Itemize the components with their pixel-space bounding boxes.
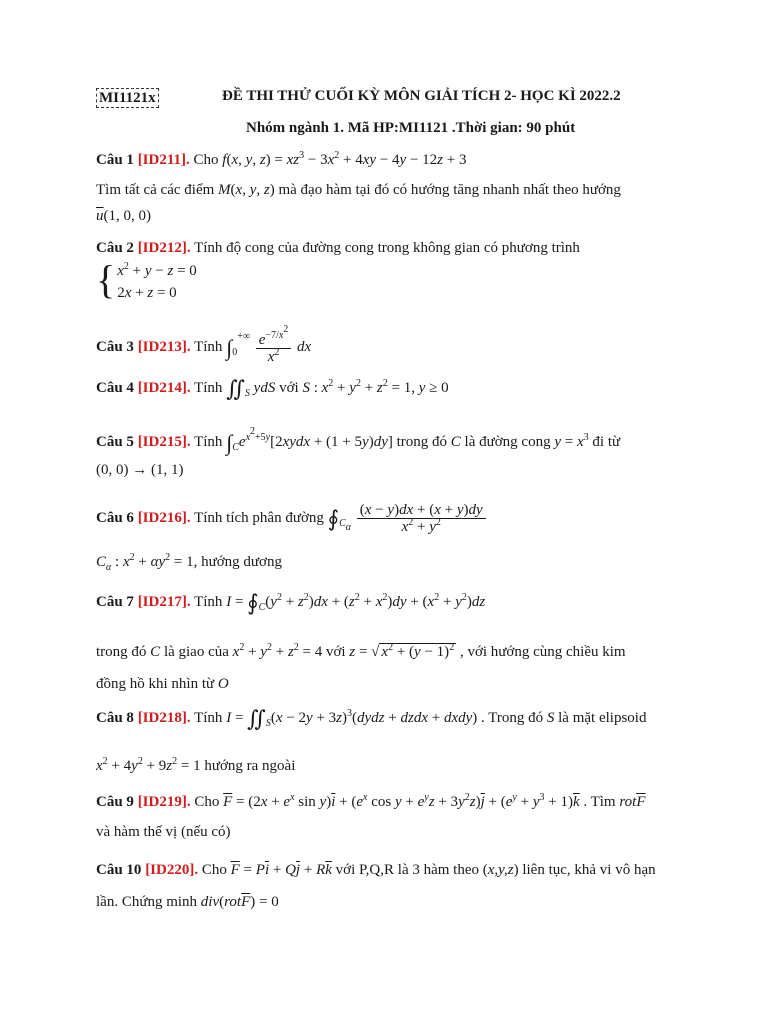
question-1-line-2: Tìm tất cả các điểm M(x, y, z) mà đạo hàm tại đó có hướng tăng nhanh nhất theo hướng bbox=[96, 182, 621, 198]
question-7-line-2: trong đó C là giao của $x^2 + y^2 + z^2 = 4$ với z = √ $x^2 + (y - 1)^2$ , với hướng cùng chiều kim bbox=[96, 642, 626, 660]
question-2-system: { $x^2 + y - z = 0$ 2x + z = 0 bbox=[96, 257, 197, 302]
question-3: Câu 3 [ID213]. Tính $\int_0^{+\infty}$ $\frac{e^{-7/x^2}}{x^2}$ dx bbox=[96, 324, 312, 365]
question-7: Câu 7 [ID217]. Tính $I = ∮_C(y^2 + z^2)dx + (z^2 + x^2)dy + (x^2 + y^2)dz$ bbox=[96, 590, 486, 615]
question-id: [ID211]. bbox=[137, 152, 190, 168]
exam-subtitle: Nhóm ngành 1. Mã HP:MI1121 .Thời gian: 90 phút bbox=[246, 120, 576, 136]
question-6: Câu 6 [ID216]. Tính tích phân đường $∮_{C_\alpha}$ $\frac{(x - y)dx + (x + y)dy}{x^2 + y^2}$ bbox=[96, 502, 488, 535]
exam-title: ĐỀ THI THỬ CUỐI KỲ MÔN GIẢI TÍCH 2- HỌC KÌ 2022.2 bbox=[222, 88, 621, 104]
question-4: Câu 4 [ID214]. Tính $∬_S$ ydS với S : $x^2 + y^2 + z^2 = 1$, y ≥ 0 bbox=[96, 376, 449, 401]
question-9: Câu 9 [ID219]. Cho $\overline{F} = (2x + e^x$ $\sin y)\overline{i} + (e^x$ $\cos y + e^yz + 3y^2z)\overline{j} + (e^y + y^3 + 1)\overline{k}$ . Tìm $rot\overline{F}$ bbox=[96, 792, 646, 810]
exam-code-box: MI1121x bbox=[96, 88, 159, 108]
question-8-line-2: $x^2 + 4y^2 + 9z^2 = 1$ hướng ra ngoài bbox=[96, 756, 296, 774]
question-10-line-2: lần. Chứng minh $div(rot\overline{F}) = 0$ bbox=[96, 894, 279, 910]
question-2: Câu 2 [ID212]. Tính độ cong của đường cong trong không gian có phương trình bbox=[96, 240, 580, 256]
question-5-line-2: (0, 0) → (1, 1) bbox=[96, 462, 184, 478]
question-1: Câu 1 [ID211]. Cho f(x, y, $z) = xz^3 - 3x^2 + 4xy - 4y - 12z + 3$ bbox=[96, 150, 467, 168]
question-8: Câu 8 [ID218]. Tính $I = ∬_S(x - 2y$ + 3z)$^3$(dydz + dzdx + dxdy) . Trong đó S là mặt elipsoid bbox=[96, 706, 647, 731]
formula: f bbox=[222, 152, 227, 168]
question-5: Câu 5 [ID215]. Tính $\int_Ce^{x^2+5y}[2xydx + (1 + 5y)dy]$ trong đó C là đường cong $y = x^3$ đi từ bbox=[96, 426, 621, 455]
question-6-line-2: $C_\alpha$ : $x^2 + \alpha y^2 = 1$, hướng dương bbox=[96, 552, 282, 573]
question-label: Câu 1 bbox=[96, 152, 134, 168]
question-9-line-2: và hàm thế vị (nếu có) bbox=[96, 824, 231, 840]
question-10: Câu 10 [ID220]. Cho $\overline{F} = P\overline{i} + Q\overline{j} + R\overline{k}$ với P,Q,R là 3 hàm theo (x,y,z) liên tục, khả vi vô hạn bbox=[96, 862, 656, 878]
question-7-line-3: đồng hồ khi nhìn từ O bbox=[96, 676, 229, 692]
question-1-line-3: $\overline{u}(1$, 0, 0) bbox=[96, 208, 151, 224]
